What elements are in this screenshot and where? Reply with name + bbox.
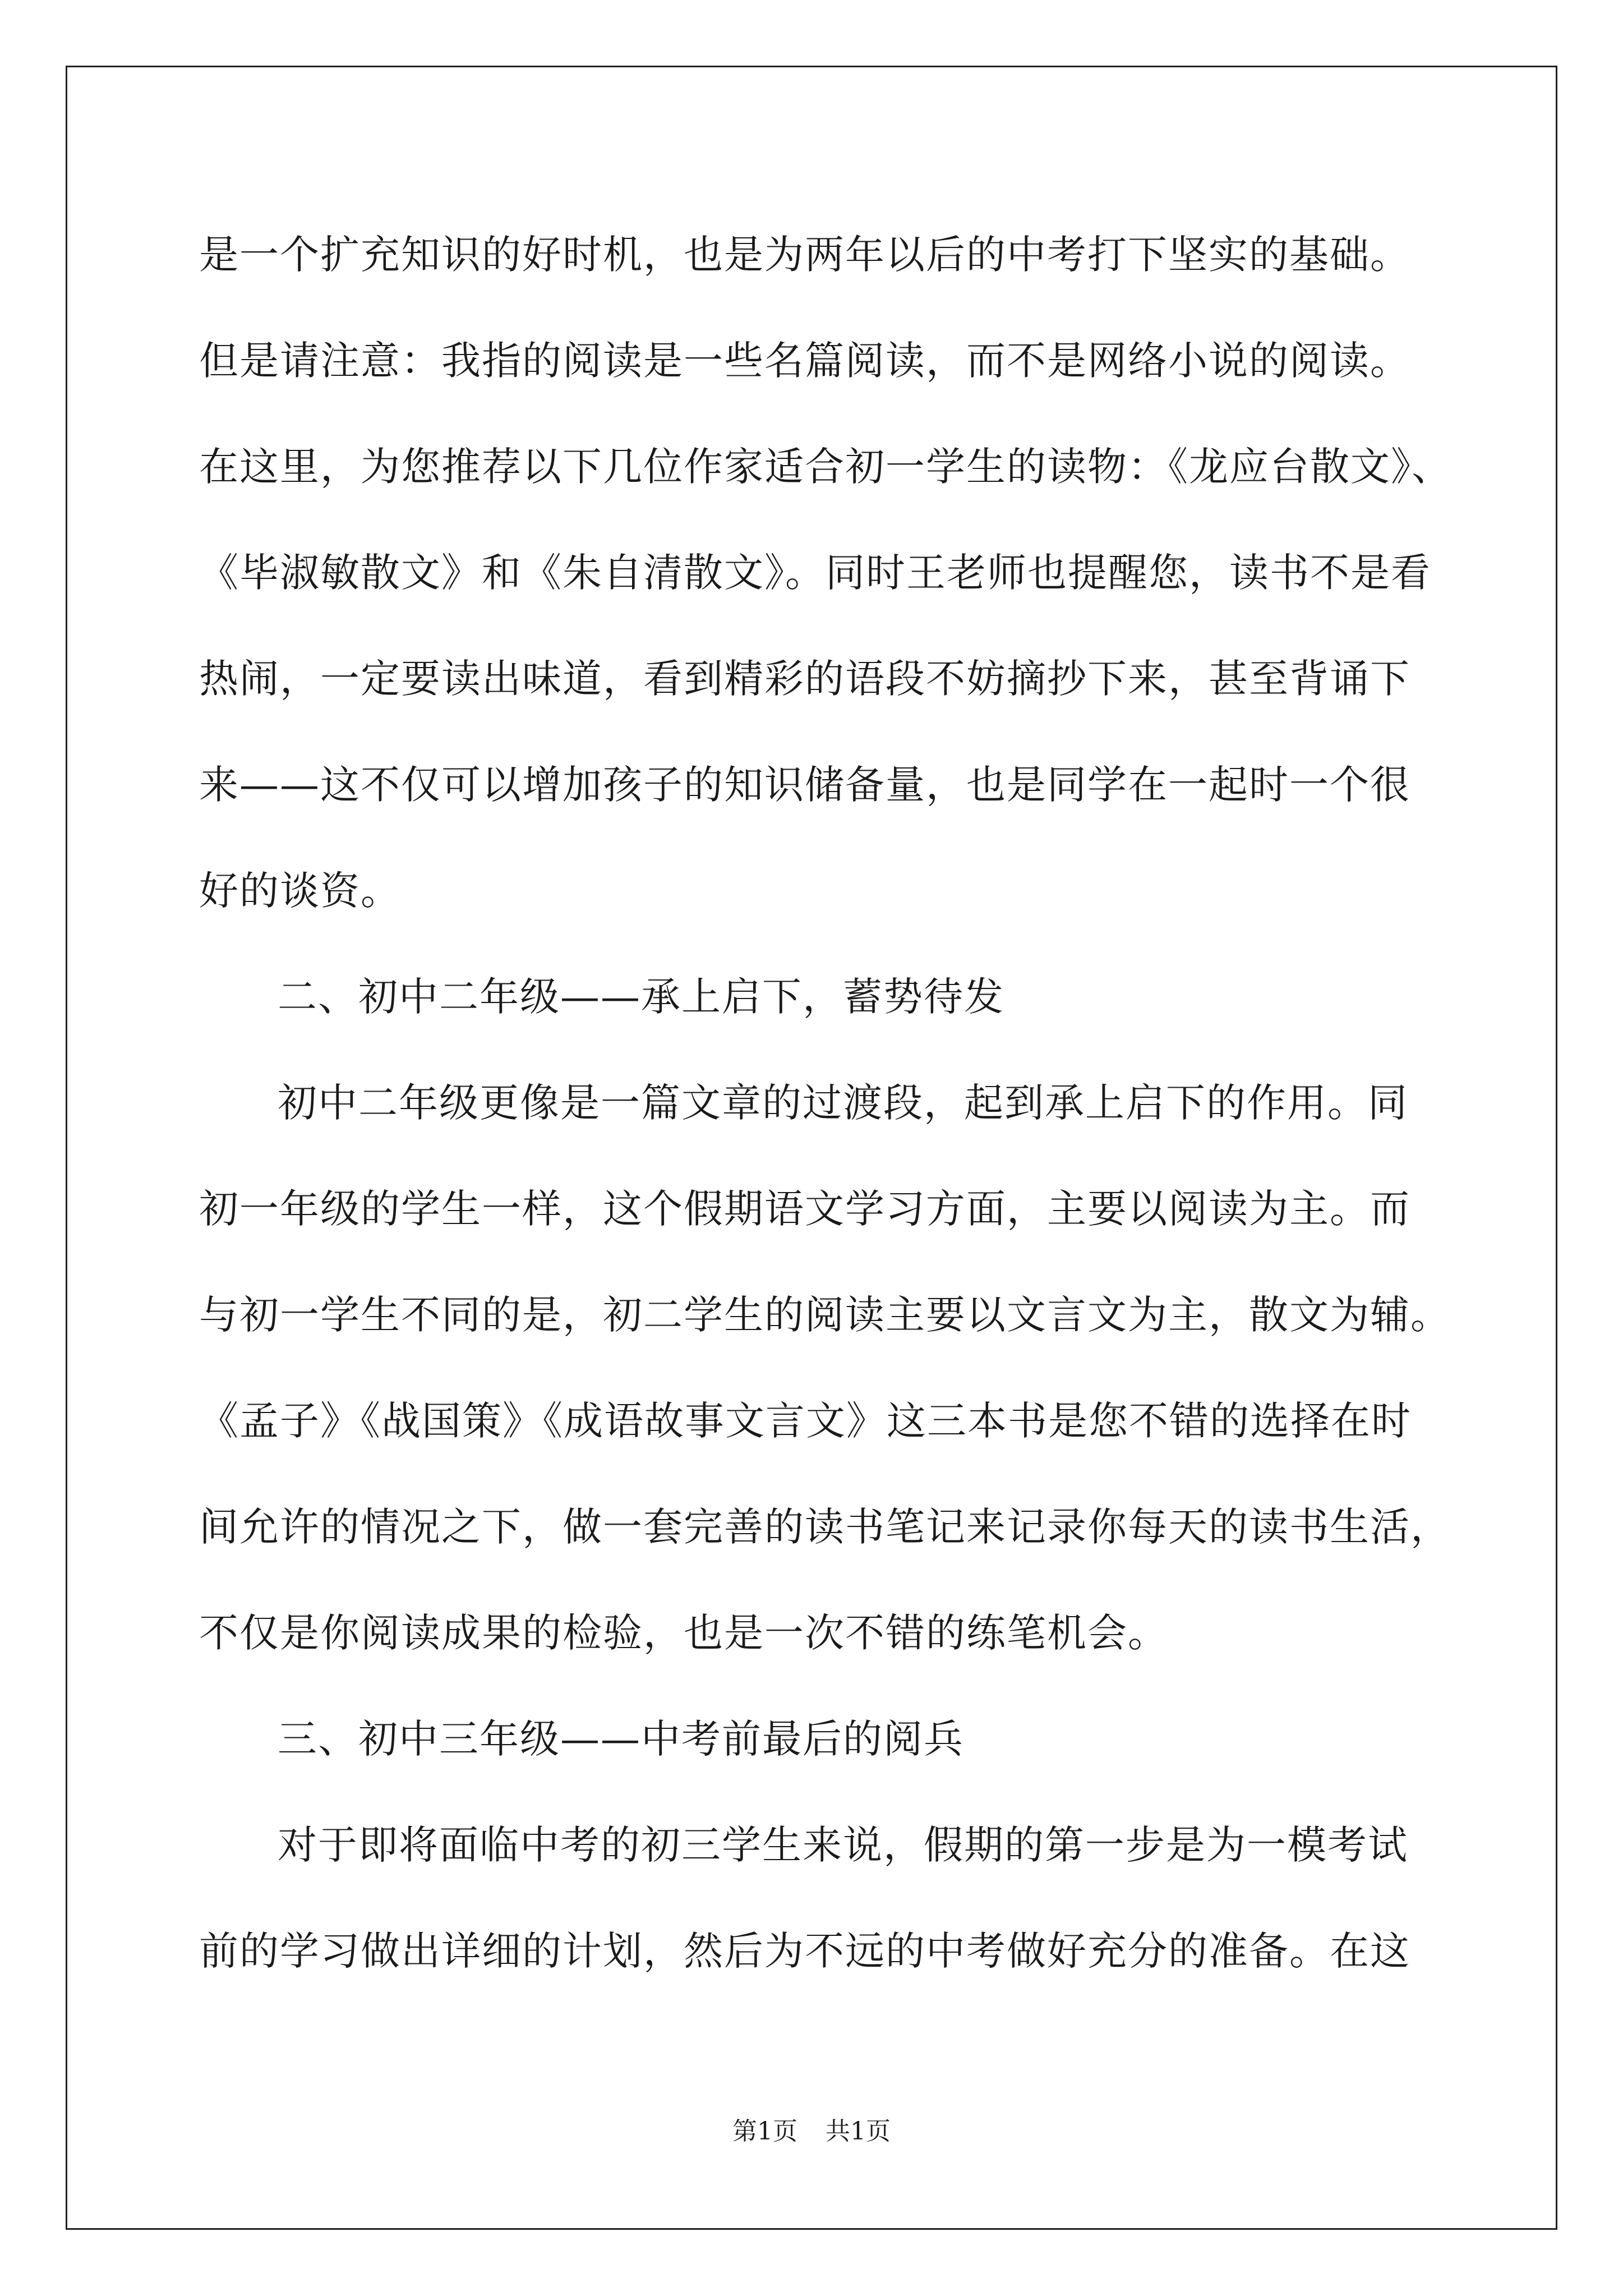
page-total: 共1页 — [826, 2117, 891, 2146]
text-line: 来——这不仅可以增加孩子的知识储备量，也是同学在一起时一个很 — [199, 762, 1410, 808]
text-line: 不仅是你阅读成果的检验，也是一次不错的练笔机会。 — [199, 1610, 1168, 1656]
document-body — [199, 202, 1461, 2004]
text-line: 初一年级的学生一样，这个假期语文学习方面，主要以阅读为主。而 — [199, 1186, 1410, 1232]
text-line: 是一个扩充知识的好时机，也是为两年以后的中考打下坚实的基础。 — [199, 232, 1410, 278]
section-heading: 二、初中二年级——承上启下，蓄势待发 — [278, 974, 1004, 1020]
section-heading: 三、初中三年级——中考前最后的阅兵 — [278, 1716, 964, 1762]
page-footer — [0, 2115, 1623, 2148]
text-line: 初中二年级更像是一篇文章的过渡段，起到承上启下的作用。同 — [278, 1080, 1408, 1126]
text-line: 《孟子》《战国策》《成语故事文言文》这三本书是您不错的选择在时 — [199, 1398, 1412, 1444]
text-line: 《毕淑敏散文》和《朱自清散文》。同时王老师也提醒您，读书不是看 — [199, 550, 1431, 596]
text-line: 在这里，为您推荐以下几位作家适合初一学生的读物：《龙应台散文》、 — [199, 444, 1452, 490]
page-number: 第1页 — [732, 2117, 797, 2146]
text-line: 对于即将面临中考的初三学生来说，假期的第一步是为一模考试 — [278, 1822, 1408, 1868]
text-line: 间允许的情况之下，做一套完善的读书笔记来记录你每天的读书生活， — [199, 1504, 1451, 1550]
text-line: 与初一学生不同的是，初二学生的阅读主要以文言文为主，散文为辅。 — [199, 1292, 1451, 1338]
text-line: 热闹，一定要读出味道，看到精彩的语段不妨摘抄下来，甚至背诵下 — [199, 656, 1410, 702]
text-line: 前的学习做出详细的计划，然后为不远的中考做好充分的准备。在这 — [199, 1928, 1410, 1974]
text-line: 好的谈资。 — [199, 868, 401, 914]
text-line: 但是请注意：我指的阅读是一些名篇阅读，而不是网络小说的阅读。 — [199, 338, 1410, 384]
